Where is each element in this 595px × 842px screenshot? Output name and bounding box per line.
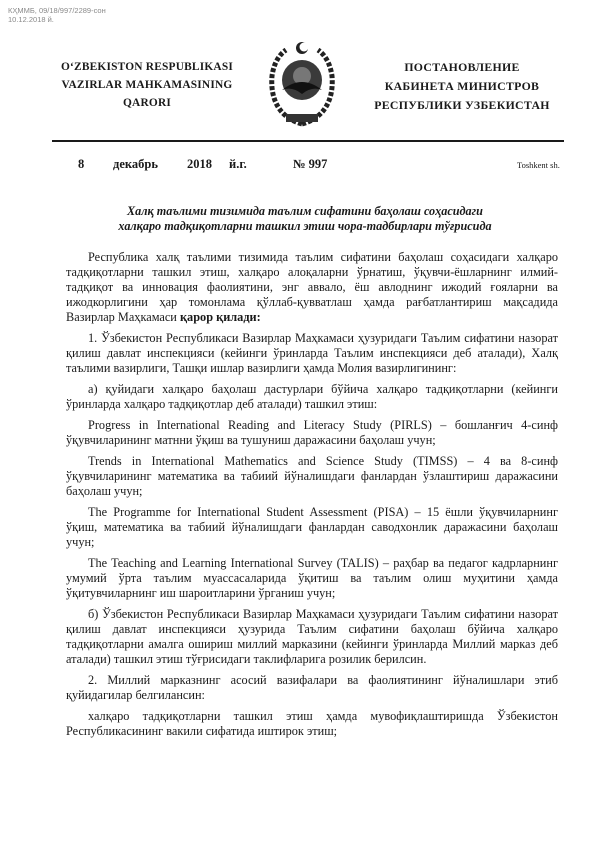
clause-1b: б) Ўзбекистон Республикаси Вазирлар Маҳкамаси ҳузуридаги Таълим сифатини назорат қилиш давлат инспекцияси ҳузурида Таълим сифатини баҳолаш бўйича халқаро тадқиқотларни амалга ошириш миллий марказини (кейинги ўринларда Миллий марказ деб аталади) ташкил этиш тўғрисидаги таклифларига розилик берилсин. (66, 607, 558, 666)
decides-phrase: қарор қилади: (179, 310, 261, 324)
date-year-suffix: й.г. (229, 157, 247, 171)
study-talis: The Teaching and Learning International Survey (TALIS) – раҳбар ва педагог кадрларнинг умумий ўрта таълим муассасаларида ўқитиш ва таълим олиш муҳитини ҳамда ўқитувчиларнинг иш шароитларини ўрганиш учун; (66, 556, 558, 600)
study-pirls: Progress in International Reading and Literacy Study (PIRLS) – бошланғич 4-синф ўқувчиларининг матнни ўқиш ва тушуниш даражасини баҳолаш учун; (66, 418, 558, 447)
clause-2-item: халқаро тадқиқотларни ташкил этиш ҳамда мувофиқлаштиришда Ўзбекистон Республикасининг вакили сифатида иштирок этиш; (66, 709, 558, 738)
city-label: Toshkent sh. (517, 160, 560, 170)
decree-number: № 997 (293, 157, 328, 171)
header-russian-line-1: ПОСТАНОВЛЕНИЕ (404, 60, 520, 74)
header-uzbek-line-3: QARORI (122, 97, 172, 109)
date-month: декабрь (113, 157, 158, 171)
state-emblem-icon (266, 40, 338, 128)
stamp-line-2: 10.12.2018 й. (8, 15, 54, 24)
registration-stamp (8, 6, 106, 24)
document-body (66, 250, 558, 741)
header-uzbek (52, 58, 242, 112)
header-uzbek-line-2: VAZIRLAR MAHKAMASINING (61, 79, 233, 91)
clause-1a: а) қуйидаги халқаро баҳолаш дастурлари бўйича халқаро тадқиқотларни (кейинги ўринларда халқаро тадқиқотлар деб аталади) ташкил этиш: (66, 382, 558, 411)
document-title (95, 204, 515, 234)
header-russian-line-3: РЕСПУБЛИКИ УЗБЕКИСТАН (374, 98, 550, 112)
header-russian-line-2: КАБИНЕТА МИНИСТРОВ (384, 79, 540, 93)
clause-1: 1. Ўзбекистон Республикаси Вазирлар Маҳкамаси ҳузуридаги Таълим сифатини назорат қилиш давлат инспекцияси (кейинги ўринларда Таълим инспекцияси деб аталади), Халқ таълими вазирлиги, Ташқи ишлар вазирлиги ҳамда Молия вазирлигининг: (66, 331, 558, 375)
intro-text: Республика халқ таълими тизимида таълим сифатини баҳолаш соҳасидаги халқаро тадқиқотларни ташкил этиш, халқаро алоқаларни ўрнатиш, ўқувчи-ёшларнинг илмий-тадқиқот ва инновация фаолиятини, энг аввало, ёш авлоднинг ижодий ғояларни ва ижодкорлигини ҳар томонлама қўллаб-қувватлаш ҳамда рағбатлантириш мақсадида Вазирлар Маҳкамаси (66, 250, 558, 324)
header-divider (52, 140, 564, 142)
study-timss: Trends in International Mathematics and Science Study (TIMSS) – 4 ва 8-синф ўқувчиларининг математика ва табиий йўналишдаги фанлардан ўзлаштириш даражасини баҳолаш учун; (66, 454, 558, 498)
study-pisa: The Programme for International Student Assessment (PISA) – 15 ёшли ўқувчиларнинг ўқиш, математика ва табиий йўналишдаги фанлардан саводхонлик даражасини баҳолаш учун; (66, 505, 558, 549)
header-uzbek-line-1: O‘ZBEKISTON RESPUBLIKASI (60, 61, 234, 73)
stamp-line-1: КҲММБ, 09/18/997/2289-сон (8, 6, 106, 15)
clause-2: 2. Миллий марказнинг асосий вазифалари ва фаолиятининг йўналишлари этиб қуйидагилар белгилансин: (66, 673, 558, 702)
date-year: 2018 (187, 157, 212, 171)
date-day: 8 (78, 157, 85, 171)
header-russian (362, 58, 562, 115)
title-line-2: халқаро тадқиқотларни ташкил этиш чора-тадбирлари тўғрисида (118, 219, 492, 233)
title-line-1: Халқ таълими тизимида таълим сифатини баҳолаш соҳасидаги (127, 204, 483, 218)
intro-paragraph (66, 250, 558, 325)
